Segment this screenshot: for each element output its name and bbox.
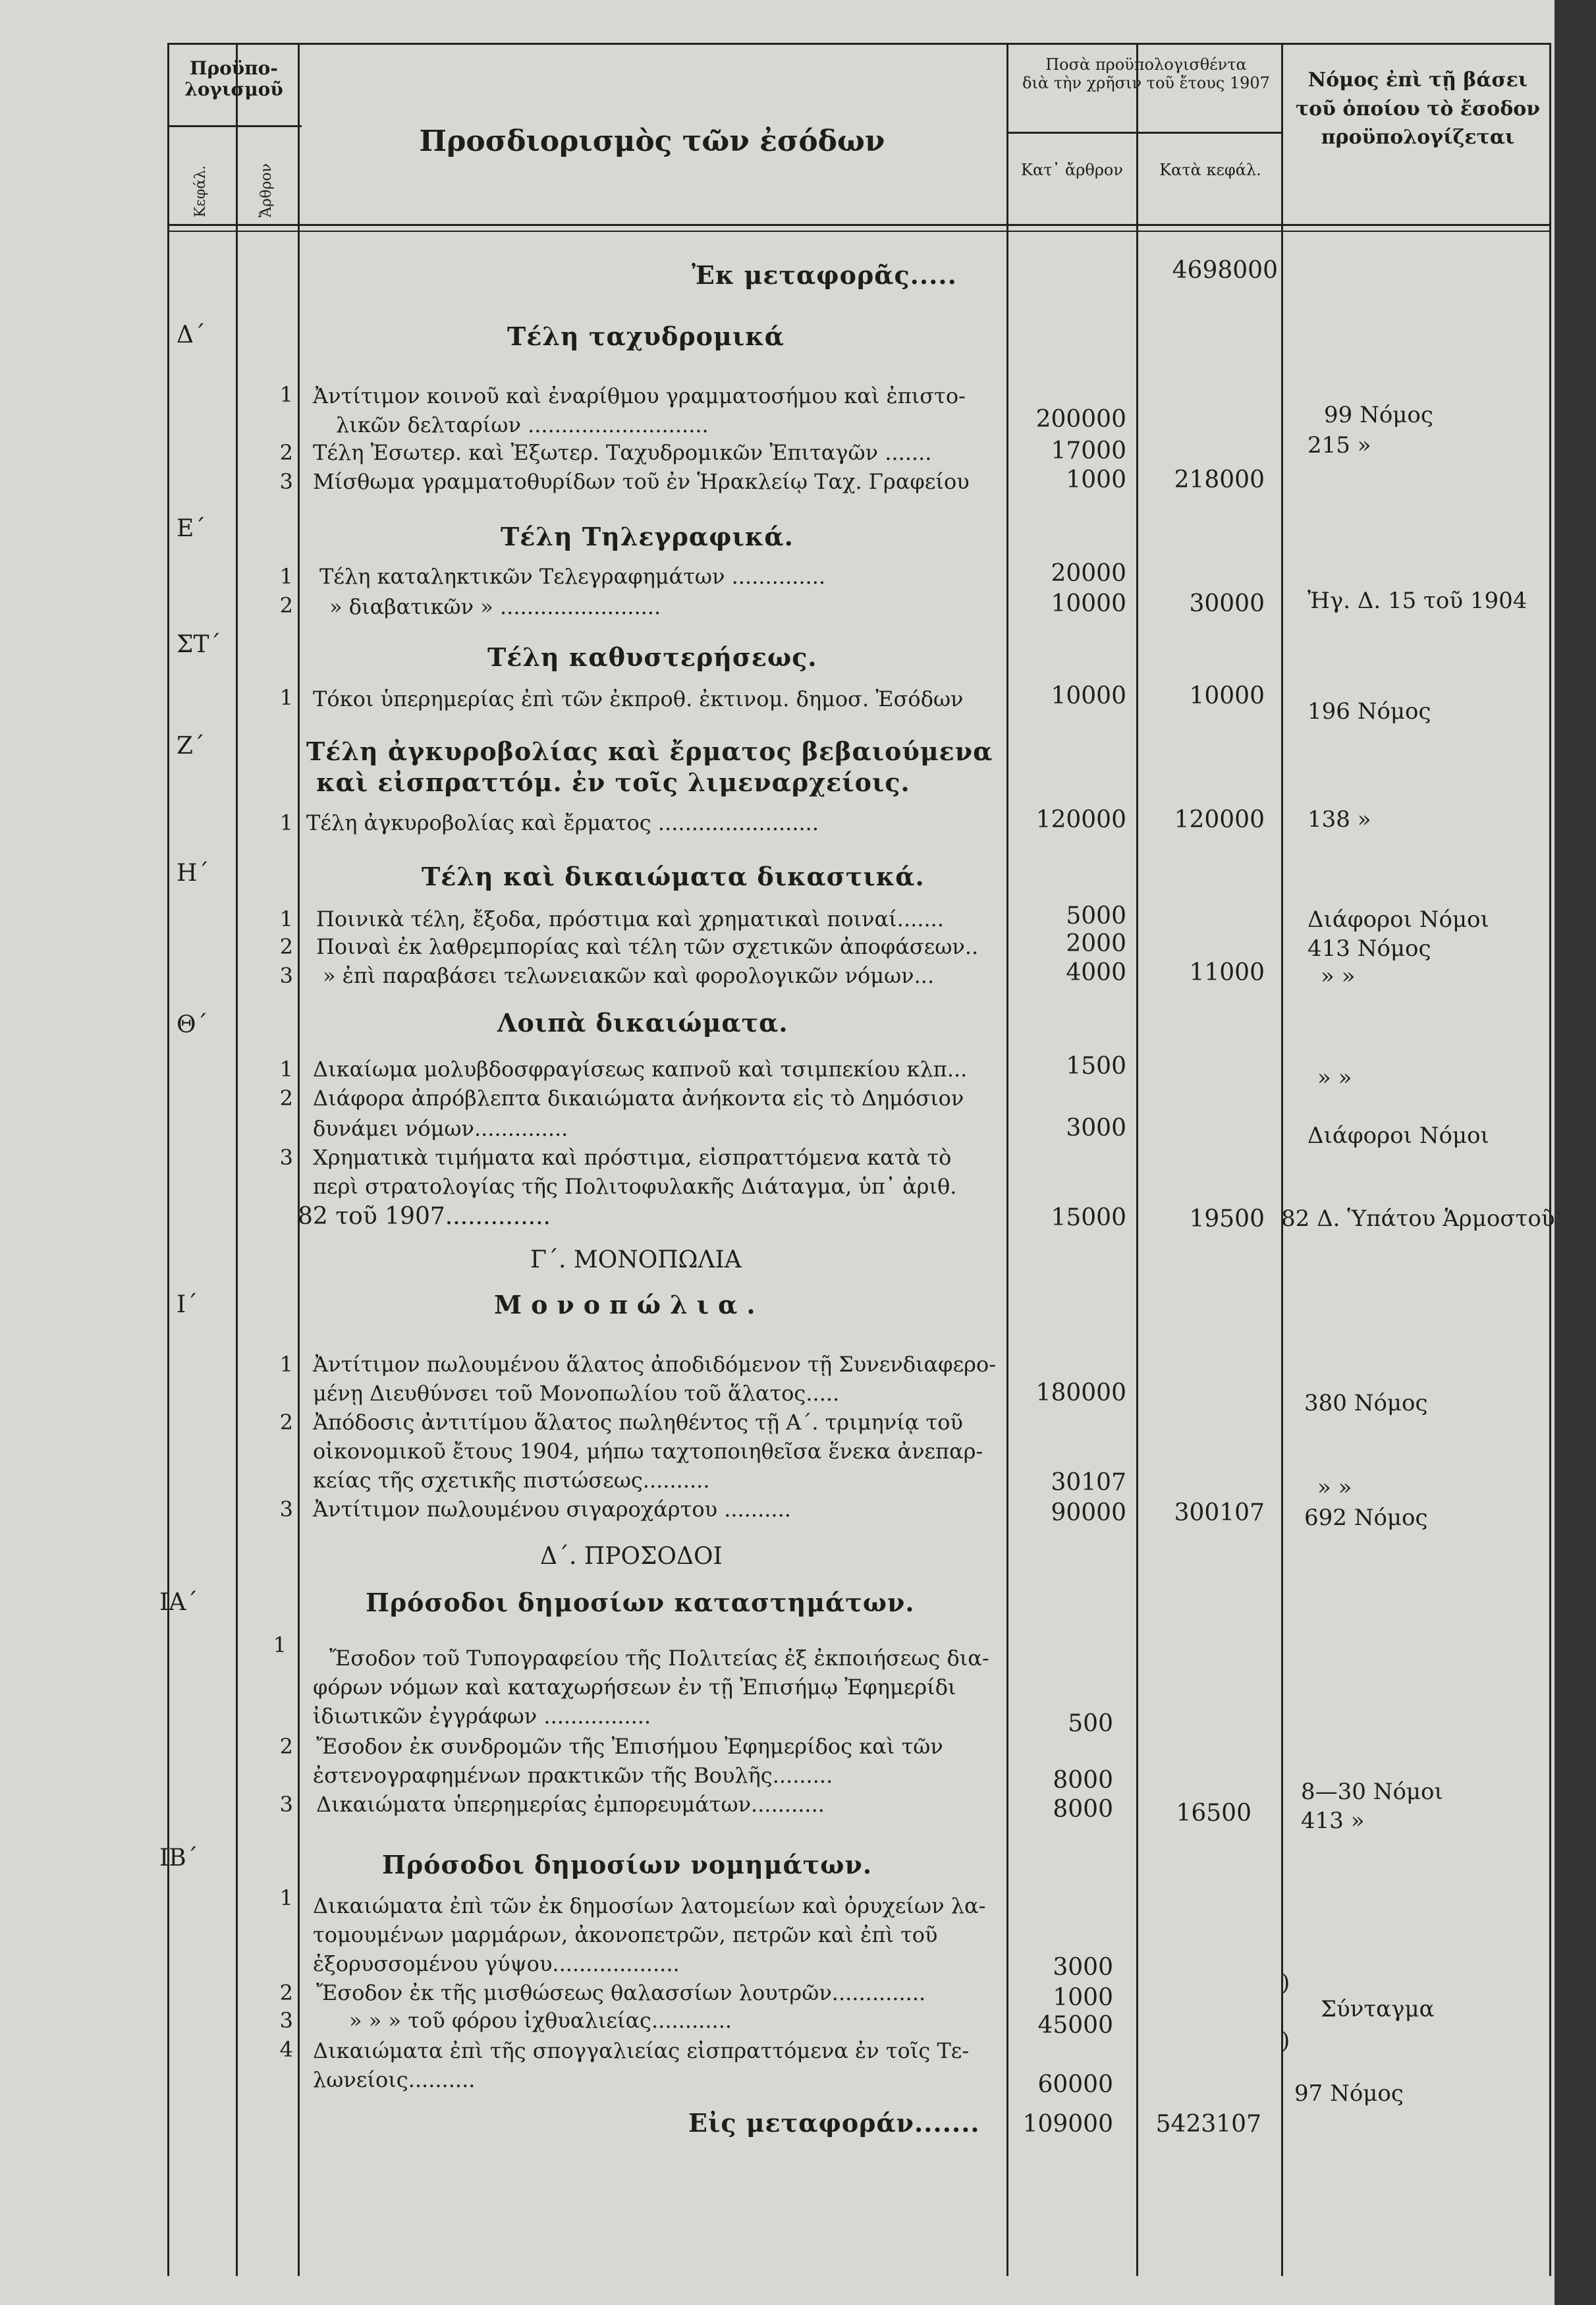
amount-chapter: 218000 [1174,466,1265,493]
law-ref: 196 Νόμος [1307,698,1431,725]
amount-article: 17000 [1051,437,1126,464]
item-line: ἐξορυσσομένου γύψου................... [313,1951,680,1976]
chapter-title: Τέλη καὶ δικαιώματα δικαστικά. [422,862,925,891]
article-number: 3 [279,469,293,494]
law-ref: Διάφοροι Νόμοι [1307,1123,1489,1149]
item-line: » » » τοῦ φόρου ἰχθυαλιείας............ [349,2008,732,2033]
article-number: 4 [279,2037,293,2062]
item-line: λικῶν δελταρίων ........................... [336,412,709,437]
item-line: φόρων νόμων καὶ καταχωρήσεων ἐν τῇ Ἐπισήμῳ Ἐφημερίδι [313,1675,956,1700]
amount-article: 1000 [1053,1984,1113,2011]
item-line: 82 τοῦ 1907.............. [298,1203,551,1230]
law-ref: 97 Νόμος [1294,2080,1404,2107]
carry-forward-label: Ἐκ μεταφορᾶς..... [692,260,957,290]
amount-chapter: 19500 [1189,1206,1265,1233]
law-ref: Διάφοροι Νόμοι [1307,906,1489,933]
amount-chapter: 300107 [1174,1499,1265,1526]
brace-mark: ) [1281,1970,1290,1996]
item-line: Τέλη ἀγκυροβολίας καὶ ἔρματος ........................ [306,810,819,835]
item-line: Δικαιώματα ὑπερημερίας ἐμπορευμάτων........... [316,1792,825,1817]
item-line: Ποινικὰ τέλη, ἔξοδα, πρόστιμα καὶ χρηματικαὶ ποιναί....... [316,906,944,931]
carry-over-chapter: 5423107 [1155,2111,1261,2138]
article-number: 1 [279,685,293,710]
item-line: Ἀντίτιμον πωλουμένου σιγαροχάρτου .......... [313,1497,791,1522]
chapter-roman: Δ΄ [177,321,206,348]
chapter-roman: ΙΒ΄ [159,1845,198,1872]
amount-chapter: 30000 [1189,590,1265,617]
item-line: Ἔσοδον ἐκ τῆς μισθώσεως θαλασσίων λουτρῶν.............. [316,1980,926,2005]
law-ref: 99 Νόμος [1324,402,1433,428]
amount-article: 3000 [1053,1954,1113,1981]
chapter-roman: Θ΄ [177,1011,208,1038]
chapter-title: Τέλη καθυστερήσεως. [487,642,817,672]
header-budget: Προϋπο- λογισμοῦ [184,57,283,101]
header-amounts: Ποσὰ προϋπολογισθέντα διὰ τὴν χρῆσιν τοῦ ἔτους 1907 [1022,55,1270,92]
item-line: Ἔσοδον ἐκ συνδρομῶν τῆς Ἐπισήμου Ἐφημερίδος καὶ τῶν [316,1734,943,1759]
chapter-roman: Ε΄ [177,515,206,542]
amount-article: 90000 [1051,1499,1126,1526]
amount-article: 8000 [1053,1767,1113,1794]
rule-chap-amount [1281,43,1283,2276]
chapter-title-2: καὶ εἰσπραττόμ. ἐν τοῖς λιμεναρχείοις. [316,767,910,797]
rule-article [298,43,300,2276]
amount-article: 15000 [1051,1204,1126,1231]
chapter-roman: Ζ΄ [177,733,206,760]
item-line: Ἔσοδον τοῦ Τυπογραφείου τῆς Πολιτείας ἐξ ἐκποιήσεως δια- [329,1646,989,1671]
amount-article: 5000 [1066,903,1126,930]
section-heading: Γ΄. ΜΟΝΟΠΩΛΙΑ [530,1246,742,1273]
amount-article: 60000 [1037,2071,1113,2098]
chapter-roman: Η΄ [177,860,209,887]
article-number: 3 [279,1792,293,1817]
rule-budget-split [167,125,302,127]
law-ref: » » [1321,963,1356,989]
chapter-roman: ΙΑ΄ [159,1589,198,1616]
amount-article: 1500 [1066,1053,1126,1080]
law-ref: 215 » [1307,432,1371,458]
chapter-title: Τέλη Τηλεγραφικά. [501,522,794,551]
item-line: περὶ στρατολογίας τῆς Πολιτοφυλακῆς Διάταγμα, ὑπ᾽ ἀριθ. [313,1174,957,1199]
item-line: Τέλη καταληκτικῶν Τελεγραφημάτων .............. [319,564,826,589]
law-ref: » » [1317,1065,1352,1091]
header-article: Ἄρθρον [258,163,275,217]
amount-article: 1000 [1066,466,1126,493]
item-line: Ποιναὶ ἐκ λαθρεμπορίας καὶ τέλη τῶν σχετικῶν ἀποφάσεων.. [316,934,979,959]
item-line: Ἀπόδοσις ἀντιτίμου ἅλατος πωληθέντος τῇ Α΄. τριμηνίᾳ τοῦ [313,1410,963,1435]
amount-chapter: 10000 [1189,682,1265,709]
carry-over-label: Εἰς μεταφοράν....... [688,2108,980,2138]
law-ref: 413 » [1301,1808,1365,1834]
rule-top [167,43,1551,45]
article-number: 1 [279,1057,293,1082]
article-number: 1 [279,382,293,407]
header-per-article: Κατ᾽ ἄρθρον [1021,161,1123,179]
header-per-chapter: Κατὰ κεφάλ. [1159,161,1261,179]
section-heading: Δ΄. ΠΡΟΣΟΔΟΙ [540,1543,723,1570]
chapter-title: Τέλη ἀγκυροβολίας καὶ ἔρματος βεβαιούμενα [306,736,993,766]
amount-article: 8000 [1053,1796,1113,1823]
rule-right [1549,43,1551,2276]
rule-header-bottom-2 [167,231,1551,232]
amount-article: 45000 [1037,2012,1113,2039]
item-line: Χρηματικὰ τιμήματα καὶ πρόστιμα, εἰσπραττόμενα κατὰ τὸ [313,1145,952,1170]
rule-art-amount [1136,43,1138,2276]
amount-article: 120000 [1035,806,1126,833]
item-line: Δικαίωμα μολυβδοσφραγίσεως καπνοῦ καὶ τσιμπεκίου κλπ... [313,1057,968,1082]
article-number: 1 [279,906,293,931]
article-number: 2 [279,1086,293,1111]
item-line: μένῃ Διευθύνσει τοῦ Μονοπωλίου τοῦ ἅλατος..... [313,1381,840,1406]
item-line: κείας τῆς σχετικῆς πιστώσεως.......... [313,1468,710,1493]
item-line: Διάφορα ἀπρόβλεπτα δικαιώματα ἀνήκοντα εἰς τὸ Δημόσιον [313,1086,964,1111]
amount-article: 10000 [1051,590,1126,617]
law-ref: Σύνταγμα [1321,1996,1435,2022]
item-line: Δικαιώματα ἐπὶ τῆς σπογγαλιείας εἰσπραττόμενα ἐν τοῖς Τε- [313,2038,970,2063]
law-ref: 692 Νόμος [1304,1505,1428,1531]
header-law: Νόμος ἐπὶ τῇ βάσει τοῦ ὁποίου τὸ ἔσοδον προϋπολογίζεται [1295,69,1541,149]
article-number: 2 [279,1734,293,1759]
rule-header-bottom [167,224,1551,226]
article-number: 2 [279,593,293,618]
law-ref: 82 Δ. Ὑπάτου Ἁρμοστοῦ [1281,1206,1555,1232]
header-chapter: Κεφάλ. [192,165,209,217]
rule-amount-split [1006,132,1283,134]
article-number: 2 [279,440,293,465]
article-number: 2 [279,1410,293,1435]
amount-chapter: 11000 [1189,959,1265,986]
amount-article: 500 [1068,1710,1113,1737]
amount-article: 200000 [1035,406,1126,433]
item-line: Δικαιώματα ἐπὶ τῶν ἐκ δημοσίων λατομείων καὶ ὀρυχείων λα- [313,1893,986,1918]
item-line: τομουμένων μαρμάρων, ἀκονοπετρῶν, πετρῶν καὶ ἐπὶ τοῦ [313,1922,938,1947]
chapter-title: Τέλη ταχυδρομικά [507,321,784,351]
chapter-title: Πρόσοδοι δημοσίων νομημάτων. [382,1850,873,1879]
item-line: Τέλη Ἐσωτερ. καὶ Ἐξωτερ. Ταχυδρομικῶν Ἐπιταγῶν ....... [313,440,932,465]
article-number: 1 [279,1885,293,1910]
item-line: ἐστενογραφημένων πρακτικῶν τῆς Βουλῆς......... [313,1763,833,1788]
carry-forward-total: 4698000 [1172,257,1278,284]
law-ref: Ἠγ. Δ. 15 τοῦ 1904 [1307,588,1527,614]
item-line: δυνάμει νόμων.............. [313,1116,568,1141]
item-line: » διαβατικῶν » ........................ [329,594,661,619]
chapter-title: Λοιπὰ δικαιώματα. [497,1008,788,1038]
item-line: οἰκονομικοῦ ἔτους 1904, μήπω ταχτοποιηθεῖσα ἕνεκα ἀνεπαρ- [313,1439,983,1464]
article-number: 1 [279,1352,293,1377]
article-number: 2 [279,1980,293,2005]
law-ref: 8—30 Νόμοι [1301,1779,1443,1805]
item-line: Ἀντίτιμον πωλουμένου ἅλατος ἀποδιδόμενον τῇ Συνενδιαφερο- [313,1352,997,1377]
article-number: 3 [279,2008,293,2033]
chapter-title: Πρόσοδοι δημοσίων καταστημάτων. [366,1588,915,1617]
amount-article: 4000 [1066,959,1126,986]
chapter-title: Μονοπώλια. [494,1290,765,1319]
article-number: 3 [279,1145,293,1170]
article-number: 3 [279,1497,293,1522]
header-description: Προσδιορισμὸς τῶν ἐσόδων [419,125,885,158]
rule-left [167,43,169,2276]
chapter-roman: Ι΄ [177,1291,198,1318]
brace-mark: ) [1281,2028,1290,2054]
scan-edge [1555,0,1596,2305]
carry-over-article: 109000 [1022,2111,1113,2138]
article-number: 3 [279,963,293,988]
amount-chapter: 120000 [1174,806,1265,833]
law-ref: 380 Νόμος [1304,1390,1428,1416]
amount-article: 2000 [1066,930,1126,957]
law-ref: 413 Νόμος [1307,935,1431,962]
amount-article: 30107 [1051,1469,1126,1496]
chapter-roman: ΣΤ΄ [177,631,221,658]
article-number: 2 [279,934,293,959]
article-number: 1 [279,810,293,835]
law-ref: 138 » [1307,806,1371,833]
law-ref: » » [1317,1474,1352,1501]
item-line: Τόκοι ὑπερημερίας ἐπὶ τῶν ἐκπροθ. ἐκτινομ. δημοσ. Ἐσόδων [313,686,964,711]
amount-article: 10000 [1051,682,1126,709]
amount-article: 180000 [1035,1379,1126,1406]
rule-chapter [236,43,238,2276]
item-line: » ἐπὶ παραβάσει τελωνειακῶν καὶ φορολογικῶν νόμων... [323,963,935,988]
article-number: 1 [273,1632,287,1657]
item-line: ἰδιωτικῶν ἐγγράφων ................ [313,1704,651,1729]
item-line: λωνείοις.......... [313,2067,476,2092]
item-line: Μίσθωμα γραμματοθυρίδων τοῦ ἐν Ἡρακλείῳ Ταχ. Γραφείου [313,469,970,494]
item-line: Ἀντίτιμον κοινοῦ καὶ ἐναρίθμου γραμματοσήμου καὶ ἐπιστο- [313,383,966,408]
amount-article: 20000 [1051,560,1126,587]
rule-desc [1006,43,1008,2276]
amount-chapter: 16500 [1176,1800,1252,1827]
amount-article: 3000 [1066,1115,1126,1142]
article-number: 1 [279,564,293,589]
